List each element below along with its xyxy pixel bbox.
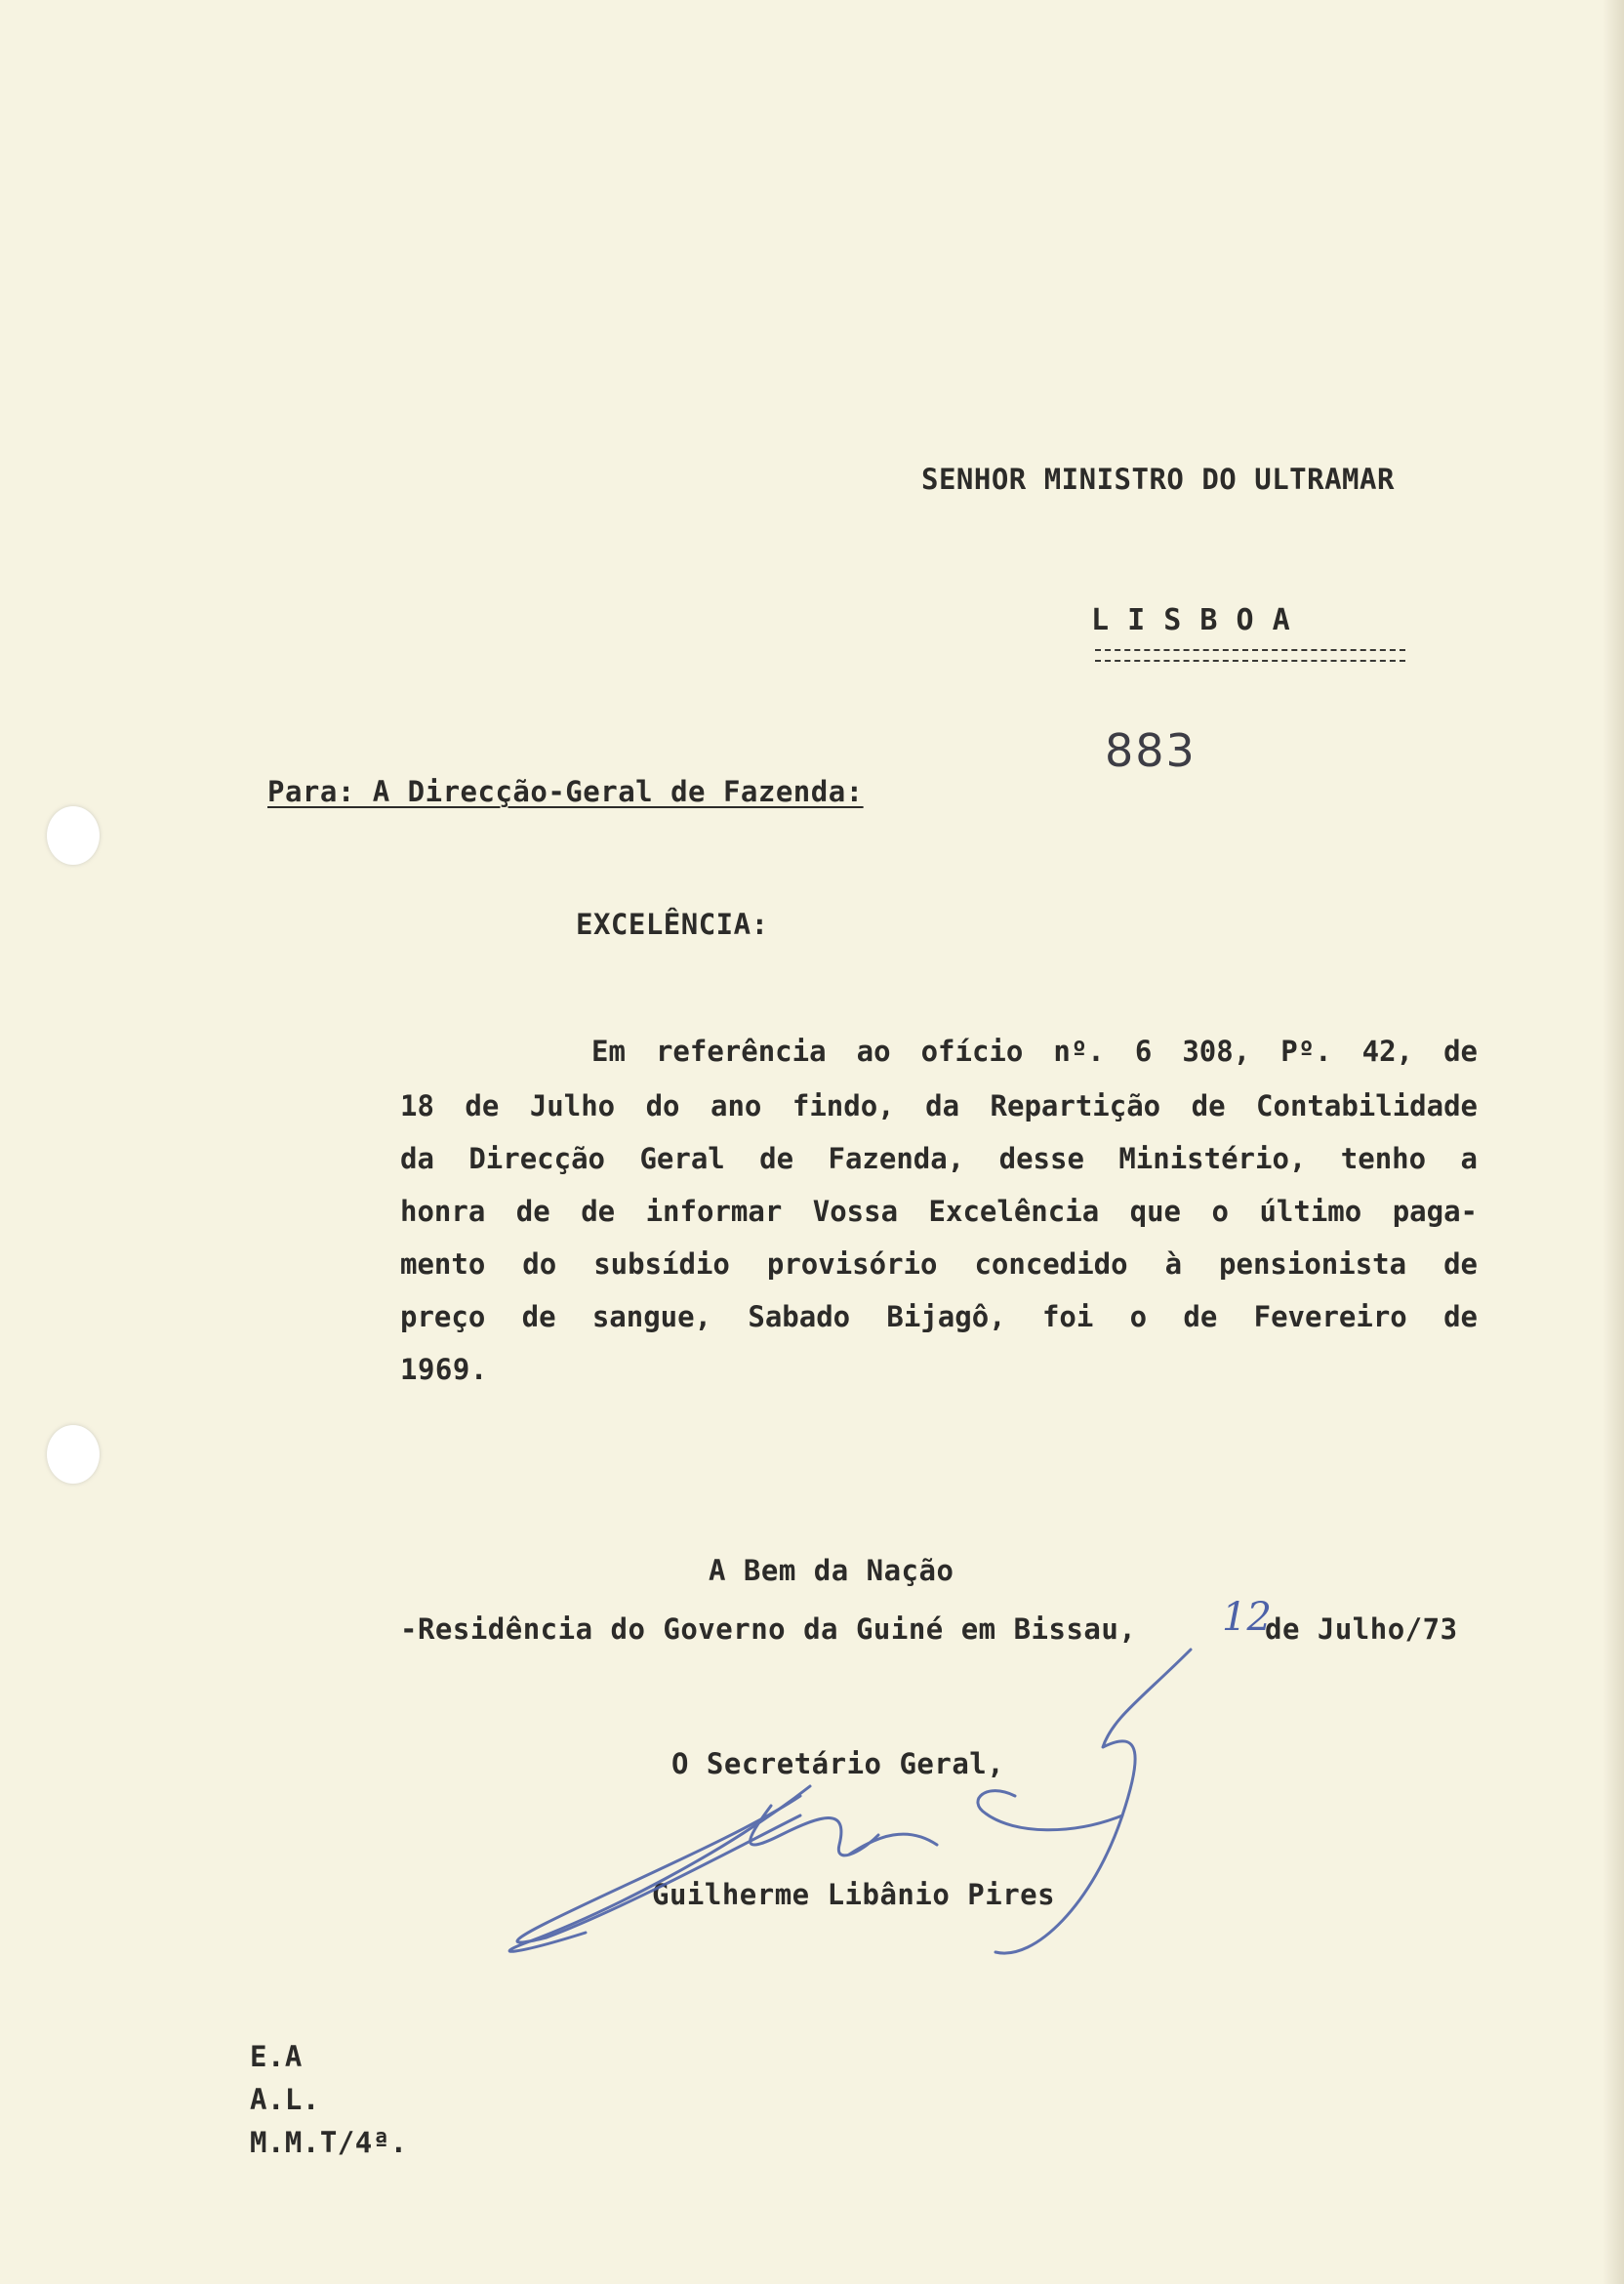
initials-line-2: A.L.	[250, 2083, 320, 2116]
closing-date: de Julho/73	[1265, 1612, 1458, 1646]
signer-name: Guilherme Libânio Pires	[652, 1878, 1056, 1911]
initials-line-1: E.A	[250, 2040, 303, 2073]
body-line-4: honra de de informar Vossa Excelência que o último paga-	[400, 1195, 1478, 1228]
handwritten-day: 12	[1222, 1595, 1272, 1640]
closing-motto: A Bem da Nação	[709, 1554, 954, 1587]
body-line-1: Em referência ao ofício nº. 6 308, Pº. 42, de	[591, 1035, 1478, 1068]
body-line-6: preço de sangue, Sabado Bijagô, foi o de Fevereiro de	[400, 1300, 1478, 1333]
signer-title: O Secretário Geral,	[671, 1747, 1005, 1780]
body-line-3: da Direcção Geral de Fazenda, desse Ministério, tenho a	[400, 1142, 1478, 1175]
body-line-2: 18 de Julho do ano findo, da Repartição de Contabilidade	[400, 1089, 1478, 1122]
reference-number: 883	[1105, 724, 1197, 777]
initials-line-3: M.M.T/4ª.	[250, 2126, 408, 2159]
city-heading: L I S B O A	[1091, 603, 1291, 637]
recipient-line: Para: A Direcção-Geral de Fazenda:	[267, 775, 864, 808]
salutation: EXCELÊNCIA:	[576, 908, 769, 941]
addressee: SENHOR MINISTRO DO ULTRAMAR	[921, 463, 1395, 496]
closing-place: -Residência do Governo da Guiné em Bissau,	[400, 1612, 1137, 1646]
body-line-7: 1969.	[400, 1353, 488, 1386]
body-line-5: mento do subsídio provisório concedido à pensionista de	[400, 1247, 1478, 1281]
